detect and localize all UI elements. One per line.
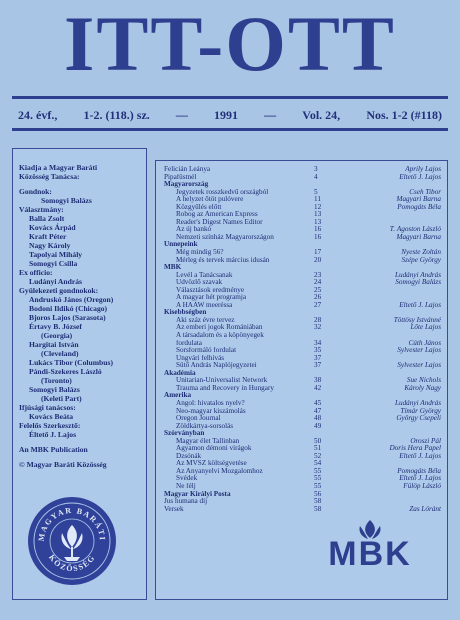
toc-entry <box>164 438 441 446</box>
toc-entry <box>164 272 441 280</box>
issue-line <box>12 105 448 125</box>
toc-entry <box>164 302 441 310</box>
toc-title: Trauma and Recovery in Hungary <box>176 384 274 392</box>
toc-page: 54 <box>314 459 322 468</box>
toc-title: Ne félj <box>176 482 196 490</box>
toc-page: 32 <box>314 323 322 332</box>
toc-page: 3 <box>314 165 318 173</box>
toc-author <box>336 211 441 219</box>
toc-entry <box>164 498 441 506</box>
toc-author: Zas Lóránt <box>409 505 441 513</box>
toc-page: 55 <box>314 474 322 483</box>
masthead-line: Ludányi András <box>29 277 82 286</box>
toc-section-heading <box>164 392 441 400</box>
toc-author <box>336 498 441 506</box>
toc-section-heading <box>164 309 441 317</box>
toc-page: 48 <box>314 414 322 423</box>
toc-author <box>336 392 441 400</box>
masthead-line: Ex officio: <box>19 268 53 277</box>
toc-title: A helyzet őtöt pulóvere <box>176 196 244 204</box>
toc-title: MBK <box>164 264 182 272</box>
mbk-seal <box>28 497 116 585</box>
masthead-line: (Toronto) <box>41 376 72 385</box>
toc-page: 16 <box>314 232 322 241</box>
masthead-line: (Cleveland) <box>41 349 79 358</box>
toc-title: Pipafüstnél <box>164 173 197 181</box>
toc-title: Nemzeti színház Magyarországon <box>176 233 274 241</box>
toc-entry <box>164 257 441 265</box>
toc-author: Pomogáts Béla <box>397 203 441 211</box>
masthead-line: Pándi-Szekeres László <box>29 367 102 376</box>
toc-page: 28 <box>314 315 322 324</box>
masthead-line: © Magyar Baráti Közösség <box>19 460 107 469</box>
toc-title: Választások eredménye <box>176 286 245 294</box>
seal-text-top: MAGYAR BARÁTI <box>36 505 108 542</box>
masthead-line: Értavy B. József <box>29 322 82 331</box>
toc-entry <box>164 377 441 385</box>
toc-title: Oregon Journal <box>176 415 221 423</box>
masthead-line: Kraft Péter <box>29 232 67 241</box>
toc-entry <box>164 460 441 468</box>
toc-page: 50 <box>314 436 322 445</box>
toc-title: Dzsónák <box>176 452 202 460</box>
toc-author: Fülöp László <box>403 482 441 490</box>
toc-author <box>336 355 441 363</box>
issue-dash-2: — <box>264 107 277 122</box>
toc-author: Magyari Barna <box>396 196 441 204</box>
masthead-line: Felelős Szerkesztő: <box>19 421 81 430</box>
toc-author: Nyeste Zoltán <box>401 249 441 257</box>
masthead-line: Somogyi Csilla <box>29 259 78 268</box>
toc-title: Magyar élet Tallinban <box>176 437 240 445</box>
toc-author <box>336 332 441 340</box>
toc-title: Felicián Leánya <box>164 166 211 173</box>
masthead-line: Bjoros Lajos (Sarasota) <box>29 313 106 322</box>
toc-entry <box>164 355 441 363</box>
toc-author: Éltető J. Lajos <box>399 452 441 460</box>
toc-title: A magyar hét programja <box>176 294 247 302</box>
toc-entry <box>164 475 441 483</box>
toc-entry <box>164 234 441 242</box>
toc-entry <box>164 324 441 332</box>
toc-entry <box>164 415 441 423</box>
toc-entry <box>164 445 441 453</box>
toc-title: Szórványban <box>164 430 205 438</box>
toc-title: Kisebbségben <box>164 309 207 317</box>
seal-text-bottom: KÖZÖSSÉG <box>47 552 97 574</box>
toc-entry <box>164 332 441 340</box>
toc-author: Éltető J. Lajos <box>399 173 441 181</box>
toc-page: 13 <box>314 217 322 226</box>
toc-author <box>336 287 441 295</box>
masthead-line: Éltető J. Lajos <box>29 430 77 439</box>
toc-title: Neo-magyar kiszámolás <box>176 407 246 415</box>
toc-page: 49 <box>314 421 322 430</box>
toc-title: Ünnepeink <box>164 241 198 249</box>
masthead-line: An MBK Publication <box>19 445 88 454</box>
masthead-line: Nagy Károly <box>29 241 71 250</box>
masthead-line: Kovács Árpád <box>29 223 76 232</box>
toc-page: 38 <box>314 376 322 385</box>
bottom-rule <box>12 128 448 131</box>
toc-author: Lőte Lajos <box>410 324 441 332</box>
toc-entry <box>164 196 441 204</box>
toc-page: 13 <box>314 210 322 219</box>
toc-title: Jegyzetek rosszkedvű országból <box>176 188 269 196</box>
toc-entry <box>164 317 441 325</box>
toc-title: Az emberi jogok Romániában <box>176 324 263 332</box>
toc-title: Magyarország <box>164 181 209 189</box>
toc-author <box>336 294 441 302</box>
toc-author: Áprily Lajos <box>405 166 441 173</box>
toc-title: Az MVSZ költségvetése <box>176 460 247 468</box>
toc-author: Ludányi András <box>395 399 441 407</box>
toc-title: Amerika <box>164 392 192 400</box>
toc-page: 51 <box>314 444 322 453</box>
toc-author: Károly Nagy <box>404 384 441 392</box>
toc-page: 56 <box>314 489 322 498</box>
toc-page: 26 <box>314 293 322 302</box>
masthead-line: Balla Zsolt <box>29 214 65 223</box>
toc-author: Szépe György <box>401 256 441 264</box>
toc-entry <box>164 174 441 182</box>
masthead-line: Közösség Tanácsa: <box>19 172 80 181</box>
toc-title: Sütő András Naplójegyzetei <box>176 362 257 370</box>
toc-author <box>336 264 441 272</box>
toc-page: 58 <box>314 504 322 513</box>
toc-title: Robog az American Express <box>176 211 258 219</box>
toc-page: 58 <box>314 497 322 506</box>
toc-section-heading <box>164 370 441 378</box>
toc-page: 24 <box>314 278 322 287</box>
toc-title: Mérleg és tervek március idusán <box>176 256 270 264</box>
tulip-icon <box>61 525 82 561</box>
toc-author: Sylvester Lajos <box>397 347 441 355</box>
masthead-line: Hargitai István <box>29 340 79 349</box>
toc-title: Jus humana dij <box>164 498 208 506</box>
toc-author: Cúth János <box>408 339 441 347</box>
toc-title: Zöldkártya-sorsolás <box>176 422 234 430</box>
toc-entry <box>164 219 441 227</box>
hungarian-number: 1-2. (118.) sz. <box>83 107 150 122</box>
toc-entry <box>164 166 441 174</box>
masthead-line: Somogyi Balázs <box>29 385 80 394</box>
toc-author <box>336 241 441 249</box>
toc-title: A társadalom és a köpönyegek <box>176 332 264 340</box>
toc-section-heading <box>164 241 441 249</box>
toc-page: 37 <box>314 353 322 362</box>
toc-page: 37 <box>314 361 322 370</box>
toc-page: 27 <box>314 300 322 309</box>
toc-entry <box>164 385 441 393</box>
toc-title: Ungvári felhívás <box>176 354 225 362</box>
toc-page: 55 <box>314 481 322 490</box>
toc-page: 4 <box>314 172 318 181</box>
masthead-line: Kovács Beáta <box>29 412 74 421</box>
masthead-line: Választmány: <box>19 205 64 214</box>
toc-title: Sorsformáló fordulat <box>176 347 237 355</box>
toc-entry <box>164 468 441 476</box>
toc-page: 20 <box>314 255 322 264</box>
masthead-line: Bodoni Ildikó (Chicago) <box>29 304 108 313</box>
toc-page: 34 <box>314 338 322 347</box>
toc-author <box>336 491 441 499</box>
masthead-line: (Keleti Part) <box>41 394 82 403</box>
toc-author <box>336 370 441 378</box>
toc-entry <box>164 294 441 302</box>
masthead-line: Ifjúsági tanácsos: <box>19 403 76 412</box>
toc-title: Levél a Tanácsanak <box>176 271 233 279</box>
toc-title: fordulata <box>176 339 202 347</box>
toc-author: Oroszi Pál <box>410 437 441 445</box>
toc-page: 11 <box>314 195 321 204</box>
toc-title: Még mindig 56? <box>176 249 224 257</box>
toc-author: Tímár György <box>400 407 441 415</box>
toc-title: Unitarian-Universalist Network <box>176 377 268 385</box>
toc-title: Angol: hivatalos nyelv? <box>176 399 245 407</box>
toc-title: Versek <box>164 505 184 513</box>
toc-entry <box>164 506 441 514</box>
toc-page: 47 <box>314 406 322 415</box>
toc-title: Aki száz évre tervez <box>176 316 235 324</box>
masthead-line: Tapolyai Mihály <box>29 250 83 259</box>
toc-author: Éltető J. Lajos <box>399 475 441 483</box>
toc-section-heading <box>164 491 441 499</box>
toc-title: Az új bankó <box>176 226 212 234</box>
toc-entry <box>164 423 441 431</box>
toc-author: Töttösy Istvánné <box>393 316 441 324</box>
toc-author: Doris Hera Papel <box>389 445 441 453</box>
toc-entry <box>164 453 441 461</box>
english-number: Nos. 1-2 (#118) <box>366 107 442 122</box>
toc-section-heading <box>164 264 441 272</box>
masthead-line: Gyülekezeti gondnokok: <box>19 286 99 295</box>
toc-entry <box>164 249 441 257</box>
toc-author <box>336 309 441 317</box>
masthead-line: (Georgia) <box>41 331 73 340</box>
toc-title: Közgyűlés előtt <box>176 203 222 211</box>
toc-page: 45 <box>314 398 322 407</box>
issue-dash: — <box>175 107 188 122</box>
masthead-line: Lukács Tibor (Columbus) <box>29 358 113 367</box>
toc-entry <box>164 211 441 219</box>
toc-author: Sue Nichols <box>406 377 441 385</box>
toc-title: A HAAW meeréssa <box>176 301 233 309</box>
toc-page: 23 <box>314 270 322 279</box>
toc-author <box>336 423 441 431</box>
toc-entry <box>164 287 441 295</box>
toc-author: T. Ágoston László <box>389 226 441 234</box>
toc-author <box>336 430 441 438</box>
toc-page: 55 <box>314 466 322 475</box>
toc-page: 52 <box>314 451 322 460</box>
english-volume: Vol. 24, <box>302 107 341 122</box>
toc-author: Sylvester Lajos <box>397 362 441 370</box>
toc-page: 16 <box>314 225 322 234</box>
toc-page: 35 <box>314 346 322 355</box>
toc-page: 12 <box>314 202 322 211</box>
toc-title: Üdvözlő szavak <box>176 279 223 287</box>
issue-year: 1991 <box>214 107 239 122</box>
toc-author <box>336 219 441 227</box>
toc-entry <box>164 340 441 348</box>
toc-author: Cseh Tibor <box>409 188 441 196</box>
toc-entry <box>164 189 441 197</box>
toc-entry <box>164 226 441 234</box>
toc-author: Éltető J. Lajos <box>399 301 441 309</box>
masthead-title: ITT-OTT <box>64 0 396 87</box>
masthead-line: Andruskó János (Oregon) <box>29 295 114 304</box>
toc-entry <box>164 400 441 408</box>
masthead-line: Kiadja a Magyar Baráti <box>19 163 98 172</box>
mbk-logo-text: MBK <box>328 535 412 568</box>
mbk-logo <box>300 518 440 568</box>
toc-page: 5 <box>314 187 318 196</box>
toc-author <box>336 460 441 468</box>
toc-author: György Csepeli <box>396 415 441 423</box>
top-rule <box>12 96 448 99</box>
toc-entry <box>164 204 441 212</box>
toc-author: Somogyi Balázs <box>395 279 441 287</box>
masthead-line: Somogyi Balázs <box>41 196 92 205</box>
toc-entry <box>164 362 441 370</box>
toc-title: Ágyamon démoni virágok <box>176 445 252 453</box>
toc-title: Svédek <box>176 475 198 483</box>
toc-section-heading <box>164 430 441 438</box>
masthead-line: Gondnok: <box>19 187 52 196</box>
toc-title: Reader's Digest Names Editor <box>176 218 263 226</box>
toc-section-heading <box>164 181 441 189</box>
toc-author: Pomogáts Béla <box>397 467 441 475</box>
hungarian-volume: 24. évf., <box>18 107 58 122</box>
toc-author: Ludányi András <box>395 271 441 279</box>
toc-page: 25 <box>314 285 322 294</box>
toc-title: Magyar Királyi Posta <box>164 490 231 498</box>
toc-title: Az Anyanyelvi Mozgalomhoz <box>176 467 263 475</box>
toc-page: 42 <box>314 383 322 392</box>
toc-entry <box>164 279 441 287</box>
toc-page: 17 <box>314 248 322 257</box>
toc-entry <box>164 347 441 355</box>
toc-entry <box>164 483 441 491</box>
toc-author: Magyari Barna <box>396 233 441 241</box>
toc-entry <box>164 408 441 416</box>
toc-title: Akadémia <box>164 369 196 377</box>
toc-author <box>336 181 441 189</box>
